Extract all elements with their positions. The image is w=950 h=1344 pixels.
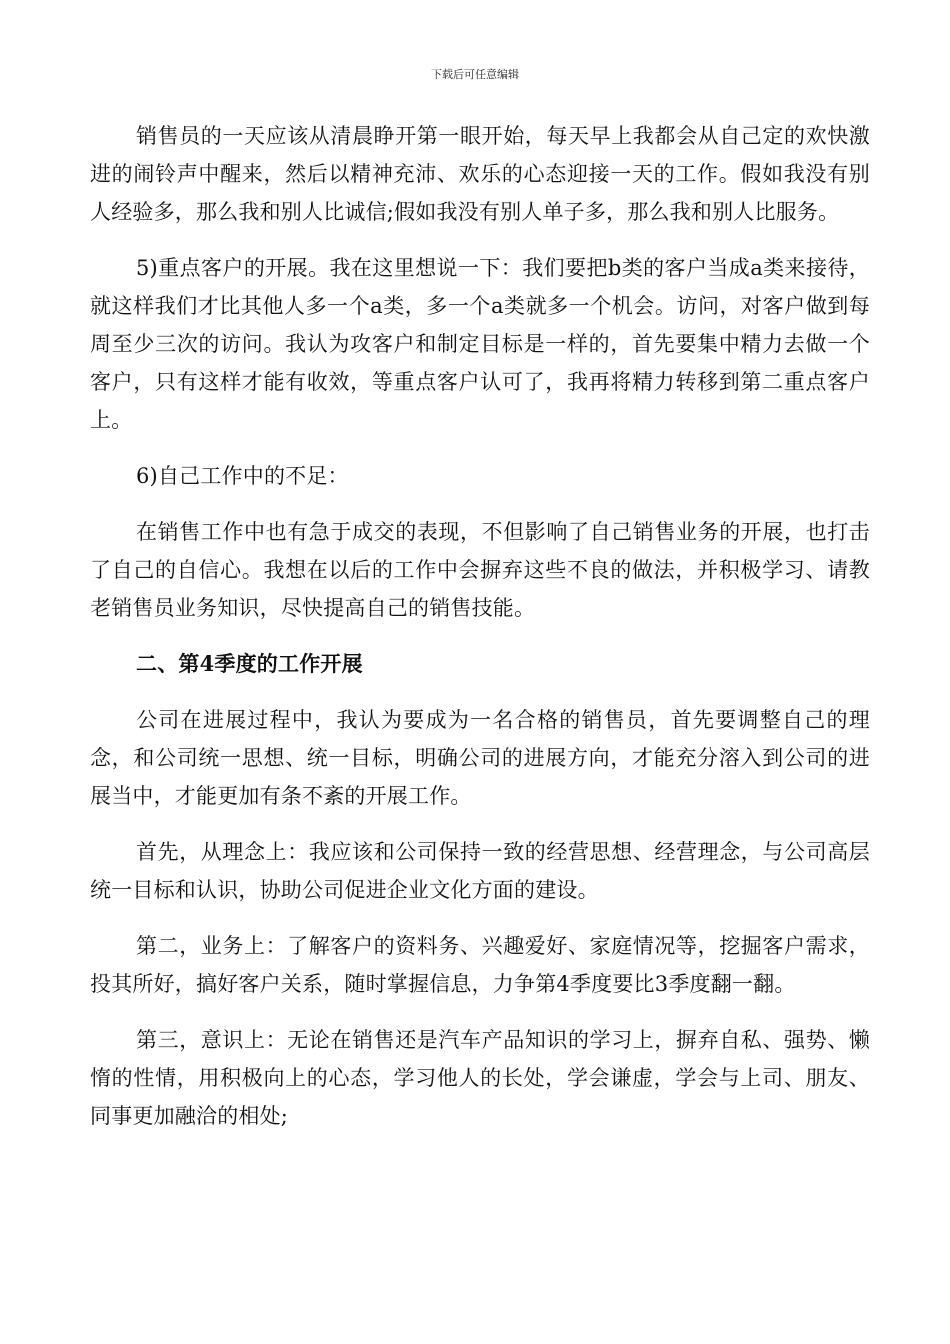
paragraph-shortcomings: 在销售工作中也有急于成交的表现，不但影响了自己销售业务的开展，也打击了自己的自信心。我想在以后的工作中会摒弃这些不良的做法，并积极学习、请教老销售员业务知识，尽快提高自己的销售技能。	[90, 520, 870, 620]
section-heading-q4: 二、第4季度的工作开展	[136, 651, 363, 676]
paragraph-awareness: 第三，意识上：无论在销售还是汽车产品知识的学习上，摒弃自私、强势、懒惰的性情，用积极向上的心态，学习他人的长处，学会谦虚，学会与上司、朋友、同事更加融洽的相处;	[90, 1028, 870, 1128]
header-note: 下载后可任意编辑	[431, 68, 519, 81]
paragraph-business: 第二，业务上：了解客户的资料务、兴趣爱好、家庭情况等，挖掘客户需求，投其所好，搞好客户关系，随时掌握信息，力争第4季度要比3季度翻一翻。	[90, 934, 870, 996]
paragraph-shortcomings-title: 6)自己工作中的不足：	[136, 464, 349, 488]
document-body	[90, 117, 870, 1153]
paragraph-key-customers: 5)重点客户的开展。我在这里想说一下：我们要把b类的客户当成a类来接待，就这样我们才比其他人多一个a类，多一个a类就多一个机会。访问，对客户做到每周至少三次的访问。我认为攻客户和制定目标是一样的，首先要集中精力去做一个客户，只有这样才能有收效，等重点客户认可了，我再将精力转移到第二重点客户上。	[90, 256, 870, 432]
paragraph-daily-routine: 销售员的一天应该从清晨睁开第一眼开始，每天早上我都会从自己定的欢快激进的闹铃声中醒来，然后以精神充沛、欢乐的心态迎接一天的工作。假如我没有别人经验多，那么我和别人比诚信;假如我没有别人单子多，那么我和别人比服务。	[90, 124, 870, 224]
paragraph-concept: 首先，从理念上：我应该和公司保持一致的经营思想、经营理念，与公司高层统一目标和认识，协助公司促进企业文化方面的建设。	[90, 840, 870, 902]
paragraph-company-development: 公司在进展过程中，我认为要成为一名合格的销售员，首先要调整自己的理念，和公司统一思想、统一目标，明确公司的进展方向，才能充分溶入到公司的进展当中，才能更加有条不紊的开展工作。	[90, 708, 870, 808]
